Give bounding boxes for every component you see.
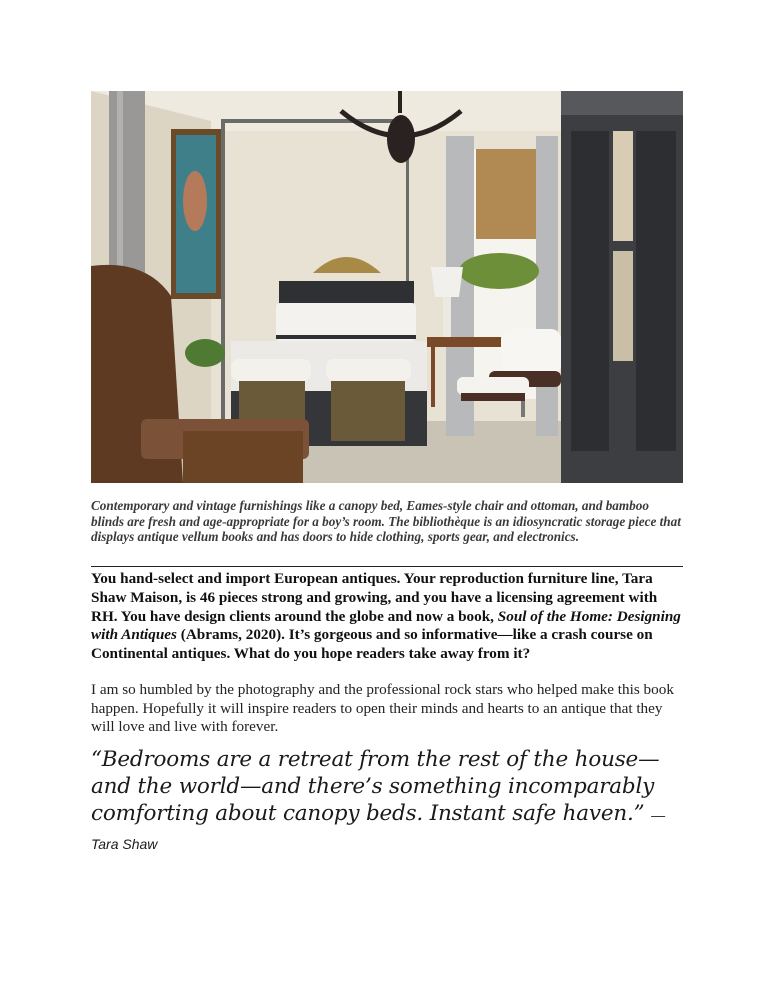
divider: [91, 566, 683, 567]
pull-quote: [91, 746, 691, 858]
interview-answer: I am so humbled by the photography and the professional rock stars who helped make this book happen. Hopefully it will inspire readers to open their minds and hearts to an antique that they will love and live with forever.: [91, 681, 674, 736]
interview-question: [91, 570, 683, 664]
pull-quote-attribution: — Tara Shaw: [91, 807, 666, 852]
question-text-2: (Abrams, 2020). It’s gorgeous and so informative—like a crash course on Continental antiques. What do you hope readers take away from it?: [91, 626, 653, 663]
photo-caption: Contemporary and vintage furnishings like a canopy bed, Eames-style chair and ottoman, and bamboo blinds are fresh and age-appropriate for a boy’s room. The bibliothèque is an idiosyncratic storage piece that displays antique vellum books and has doors to hide clothing, sports gear, and electronics.: [91, 498, 681, 545]
question-text-1: You hand-select and import European antiques. Your reproduction furniture line, Tara Shaw Maison, is 46 pieces strong and growing, and you have a licensing agreement with RH. You have design clients around the globe and now a book,: [91, 570, 658, 625]
bedroom-photo: [91, 91, 683, 483]
book-title: Soul of the Home: Designing with Antiques: [91, 607, 681, 644]
pull-quote-text: “Bedrooms are a retreat from the rest of the house—and the world—and there’s something incomparably comforting about canopy beds. Instant safe haven.”: [91, 747, 660, 826]
